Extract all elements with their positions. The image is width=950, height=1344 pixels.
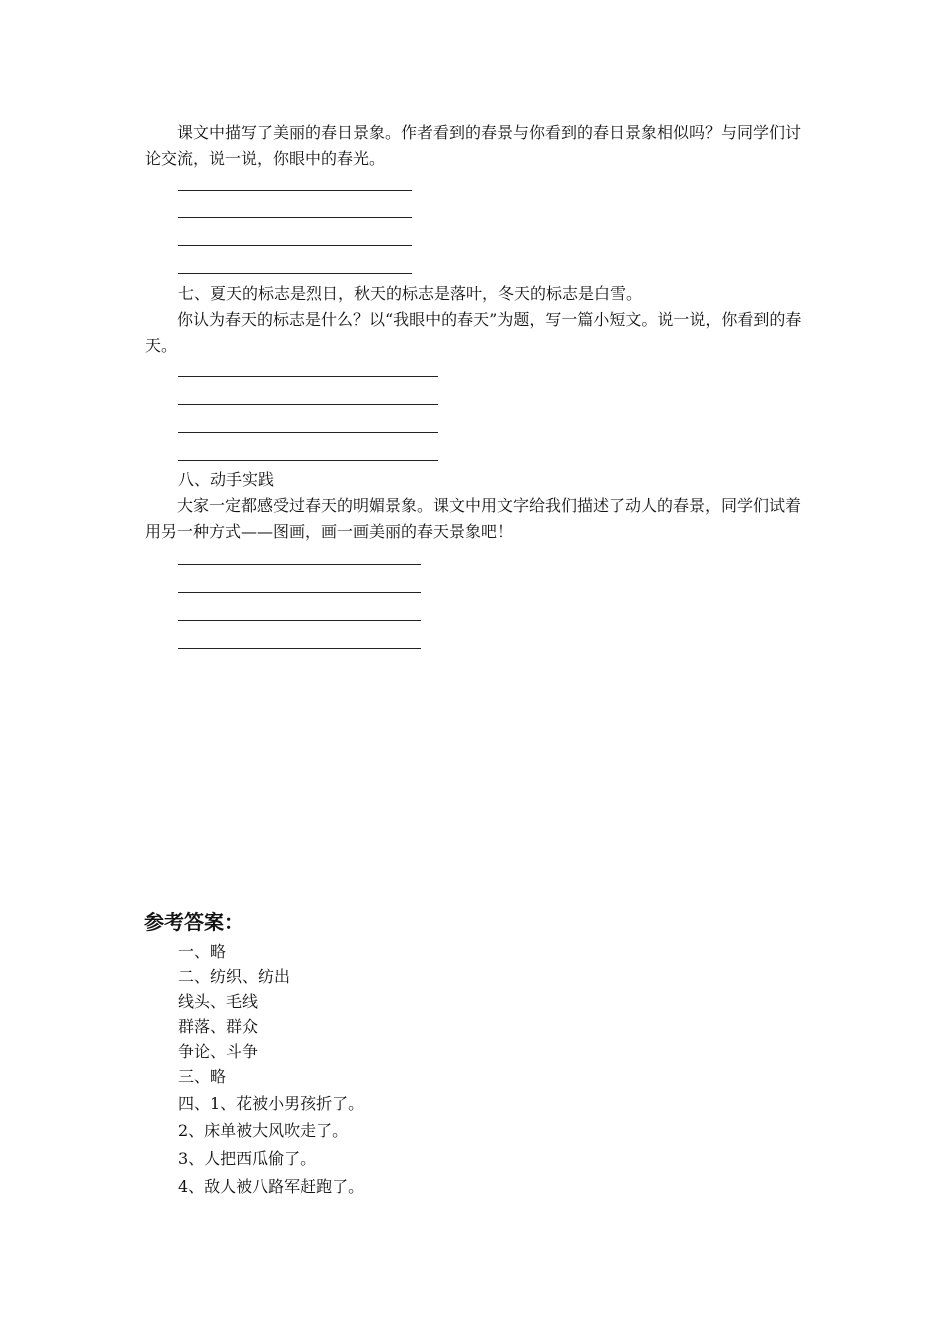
answer-item: 4、敌人被八路军赶跑了。: [178, 1177, 365, 1196]
answer-item: 二、纺织、纺出: [178, 967, 291, 986]
section7-heading: 七、夏天的标志是烈日，秋天的标志是落叶，冬天的标志是白雪。: [178, 284, 643, 303]
answer-line: [178, 190, 412, 191]
drawing-line: [178, 592, 421, 593]
answer-line: [178, 432, 438, 433]
section8-prompt: 大家一定都感受过春天的明媚景象。课文中用文字给我们描述了动人的春景，同学们试着用另一种方式——图画，画一画美丽的春天景象吧！: [145, 496, 802, 541]
drawing-line: [178, 620, 421, 621]
answers-title: 参考答案：: [144, 910, 244, 934]
answer-line: [178, 376, 438, 377]
answer-line: [178, 217, 412, 218]
answer-item: 群落、群众: [178, 1017, 259, 1036]
answer-item: 3、人把西瓜偷了。: [178, 1149, 317, 1168]
answer-line: [178, 245, 412, 246]
answer-item: 四、1、花被小男孩折了。: [178, 1094, 365, 1113]
answer-item: 线头、毛线: [178, 992, 259, 1011]
answer-line: [178, 460, 438, 461]
answer-line: [178, 404, 438, 405]
answer-item: 三、略: [178, 1067, 227, 1086]
drawing-line: [178, 564, 421, 565]
answer-item: 争论、斗争: [178, 1042, 259, 1061]
section8-heading: 八、动手实践: [178, 470, 275, 489]
drawing-line: [178, 648, 421, 649]
section6-prompt: 课文中描写了美丽的春日景象。作者看到的春景与你看到的春日景象相似吗？与同学们讨论交流，说一说，你眼中的春光。: [145, 123, 802, 168]
answer-item: 2、床单被大风吹走了。: [178, 1121, 349, 1140]
answer-line: [178, 273, 412, 274]
section7-prompt: 你认为春天的标志是什么？以“我眼中的春天”为题，写一篇小短文。说一说，你看到的春天。: [145, 310, 802, 355]
answer-item: 一、略: [178, 942, 227, 961]
